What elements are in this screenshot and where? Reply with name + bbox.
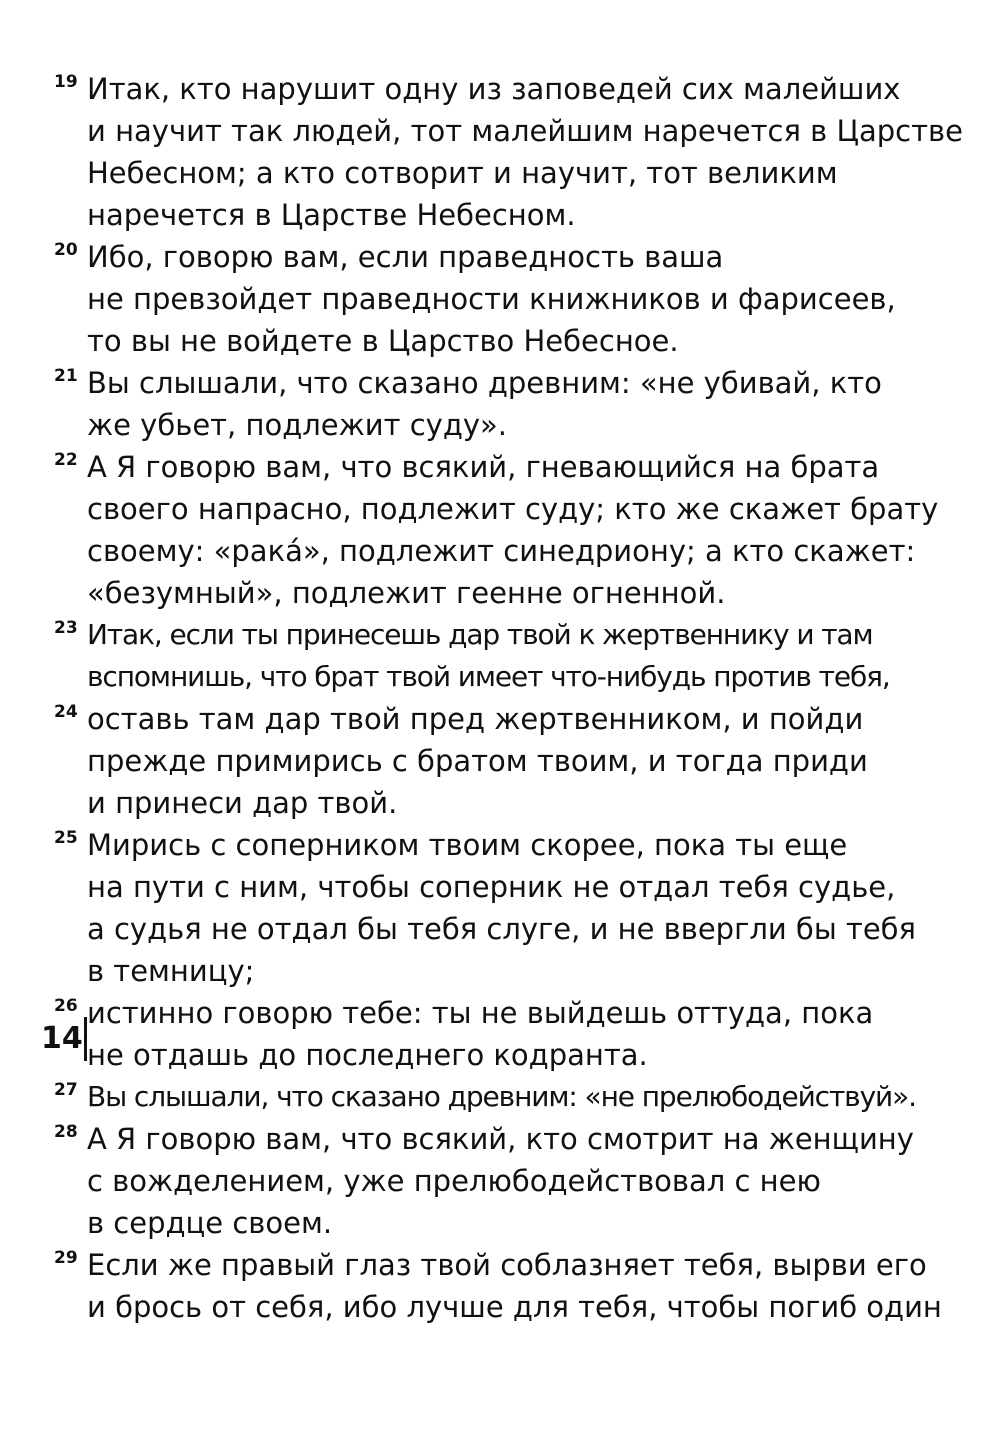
verse-text [87, 992, 954, 1076]
verse-line: вспомнишь, что брат твой имеет что-нибудь против тебя, [87, 660, 890, 693]
verse-line: а судья не отдал бы тебя слуге, и не ввергли бы тебя [87, 912, 916, 946]
verse-23 [54, 614, 954, 698]
verse-text [87, 68, 963, 236]
verse-list [54, 68, 963, 1328]
verse-number: 24 [54, 702, 78, 722]
verse-number: 29 [54, 1248, 78, 1268]
verse-29 [54, 1244, 954, 1328]
verse-line: Вы слышали, что сказано древним: «не убивай, кто [87, 366, 882, 400]
verse-line: же убьет, подлежит суду». [87, 408, 507, 442]
verse-line: оставь там дар твой пред жертвенником, и пойди [87, 702, 864, 736]
verse-text [87, 1118, 954, 1244]
verse-line: Небесном; а кто сотворит и научит, тот великим [87, 156, 838, 190]
verse-line: своему: «ракá», подлежит синедриону; а кто скажет: [87, 534, 916, 568]
verse-number: 23 [54, 618, 78, 638]
verse-26 [54, 992, 954, 1076]
verse-line: и брось от себя, ибо лучше для тебя, чтобы погиб один [87, 1290, 942, 1324]
verse-line: своего напрасно, подлежит суду; кто же скажет брату [87, 492, 939, 526]
verse-line: то вы не войдете в Царство Небесное. [87, 324, 679, 358]
verse-line: в сердце своем. [87, 1206, 333, 1240]
verse-line: Если же правый глаз твой соблазняет тебя, вырви его [87, 1248, 927, 1282]
verse-line: А Я говорю вам, что всякий, кто смотрит на женщину [87, 1122, 914, 1156]
verse-27 [54, 1076, 954, 1118]
verse-number: 27 [54, 1080, 78, 1100]
page-number: 14 [41, 1021, 83, 1056]
verse-line: Итак, кто нарушит одну из заповедей сих малейших [87, 72, 901, 106]
verse-line: на пути с ним, чтобы соперник не отдал тебя судье, [87, 870, 896, 904]
verse-20 [54, 236, 954, 362]
verse-line: «безумный», подлежит геенне огненной. [87, 576, 726, 610]
verse-19 [54, 68, 963, 236]
verse-text [87, 236, 954, 362]
verse-number: 28 [54, 1122, 78, 1142]
verse-line: и научит так людей, тот малейшим наречется в Царстве [87, 114, 963, 148]
verse-line: и принеси дар твой. [87, 786, 398, 820]
verse-28 [54, 1118, 954, 1244]
verse-number: 26 [54, 996, 78, 1016]
verse-24 [54, 698, 954, 824]
verse-text [87, 824, 954, 992]
verse-line: Вы слышали, что сказано древним: «не прелюбодействуй». [87, 1080, 916, 1113]
verse-line: Мирись с соперником твоим скорее, пока ты еще [87, 828, 848, 862]
verse-21 [54, 362, 954, 446]
verse-line: Ибо, говорю вам, если праведность ваша [87, 240, 724, 274]
verse-line: наречется в Царстве Небесном. [87, 198, 576, 232]
verse-number: 19 [54, 72, 78, 92]
verse-text [87, 1244, 954, 1328]
page-number-divider [84, 1017, 87, 1061]
verse-line: в темницу; [87, 954, 255, 988]
verse-number: 22 [54, 450, 78, 470]
verse-text [87, 1076, 954, 1118]
verse-line: не отдашь до последнего кодранта. [87, 1038, 648, 1072]
verse-number: 25 [54, 828, 78, 848]
verse-line: прежде примирись с братом твоим, и тогда приди [87, 744, 868, 778]
verse-25 [54, 824, 954, 992]
verse-number: 20 [54, 240, 78, 260]
verse-text [87, 446, 954, 614]
verse-line: А Я говорю вам, что всякий, гневающийся на брата [87, 450, 880, 484]
verse-text [87, 698, 954, 824]
verse-line: с вожделением, уже прелюбодействовал с нею [87, 1164, 821, 1198]
verse-line: не превзойдет праведности книжников и фарисеев, [87, 282, 896, 316]
verse-line: истинно говорю тебе: ты не выйдешь оттуда, пока [87, 996, 874, 1030]
verse-line: Итак, если ты принесешь дар твой к жертвеннику и там [87, 618, 873, 651]
verse-text [87, 362, 954, 446]
verse-text [87, 614, 954, 698]
verse-number: 21 [54, 366, 78, 386]
verse-22 [54, 446, 954, 614]
